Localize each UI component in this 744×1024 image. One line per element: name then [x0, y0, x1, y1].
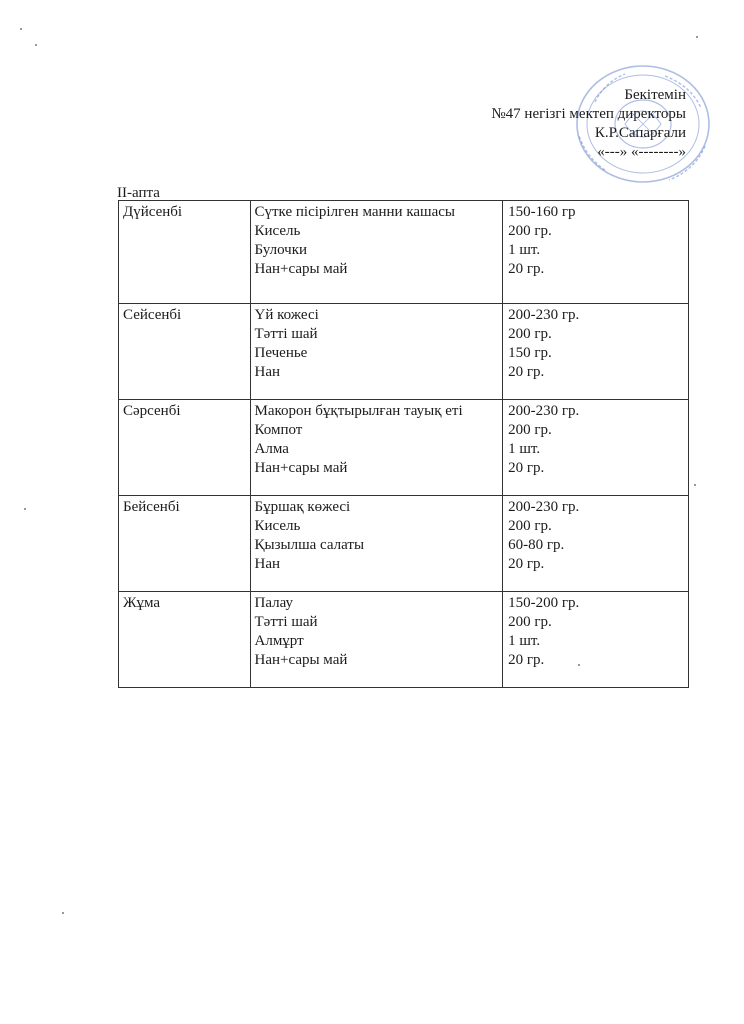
dish-item: Компот — [254, 422, 303, 438]
quantity-item: 200-230 гр. — [508, 307, 580, 323]
quantity-item: 20 гр. — [508, 556, 545, 572]
day-cell — [119, 496, 251, 592]
approval-date: «---» «--------» — [597, 144, 686, 160]
dish-item: Бұршақ көжесі — [254, 499, 351, 515]
dish-item: Нан — [254, 364, 281, 380]
dish-item: Нан+сары май — [254, 652, 348, 668]
quantity-item: 200 гр. — [508, 326, 552, 342]
dish-item: Кисель — [254, 223, 301, 239]
director-name: К.Р.Сапарғали — [594, 125, 686, 141]
quantity-item: 1 шт. — [508, 242, 541, 258]
quantity-item: 200 гр. — [508, 422, 552, 438]
quantity-item: 20 гр. — [508, 652, 545, 668]
quantities-cell — [503, 592, 689, 688]
dishes-cell — [250, 201, 503, 304]
dish-item: Палау — [254, 595, 294, 611]
dish-item: Нан+сары май — [254, 261, 348, 277]
quantity-item: 150-200 гр. — [508, 595, 580, 611]
quantity-item: 150 гр. — [508, 345, 552, 361]
dishes-cell — [250, 304, 503, 400]
day-cell — [119, 201, 251, 304]
day-name: Бейсенбі — [123, 499, 180, 515]
quantity-item: 200 гр. — [508, 614, 552, 630]
dish-item: Қызылша салаты — [254, 537, 365, 553]
dish-item: Нан+сары май — [254, 460, 348, 476]
table-row — [119, 496, 689, 592]
dish-item: Нан — [254, 556, 281, 572]
quantity-item: 20 гр. — [508, 261, 545, 277]
day-name: Жұма — [123, 595, 160, 611]
quantities-cell — [503, 201, 689, 304]
quantities-cell — [503, 400, 689, 496]
quantity-item: 150-160 гр — [508, 204, 576, 220]
dish-item: Печенье — [254, 345, 308, 361]
table-row — [119, 592, 689, 688]
quantity-item: 20 гр. — [508, 460, 545, 476]
approval-block — [491, 86, 686, 162]
dishes-cell — [250, 592, 503, 688]
quantity-item: 1 шт. — [508, 633, 541, 649]
dish-item: Алма — [254, 441, 289, 457]
quantity-item: 200 гр. — [508, 223, 552, 239]
dishes-cell — [250, 400, 503, 496]
dishes-cell — [250, 496, 503, 592]
table-row — [119, 304, 689, 400]
menu-table — [118, 200, 689, 688]
approval-title: Бекітемін — [624, 87, 686, 103]
table-row — [119, 201, 689, 304]
dish-item: Макорон бұқтырылған тауық еті — [254, 403, 463, 419]
quantity-item: 200 гр. — [508, 518, 552, 534]
quantity-item: 200-230 гр. — [508, 403, 580, 419]
dish-item: Тәтті шай — [254, 326, 318, 342]
table-row — [119, 400, 689, 496]
dish-item: Тәтті шай — [254, 614, 318, 630]
dish-item: Үй кожесі — [254, 307, 319, 323]
director-position: №47 негізгі мектеп директоры — [491, 106, 686, 122]
dish-item: Булочки — [254, 242, 308, 258]
quantity-item: 1 шт. — [508, 441, 541, 457]
quantities-cell — [503, 304, 689, 400]
dish-item: Алмұрт — [254, 633, 304, 649]
day-name: Сәрсенбі — [123, 403, 181, 419]
dish-item: Сүтке пісірілген манни кашасы — [254, 204, 455, 220]
day-cell — [119, 400, 251, 496]
quantity-item: 200-230 гр. — [508, 499, 580, 515]
week-label: II-апта — [117, 185, 160, 201]
day-cell — [119, 592, 251, 688]
day-name: Сейсенбі — [123, 307, 182, 323]
day-cell — [119, 304, 251, 400]
quantity-item: 60-80 гр. — [508, 537, 565, 553]
quantities-cell — [503, 496, 689, 592]
quantity-item: 20 гр. — [508, 364, 545, 380]
day-name: Дүйсенбі — [123, 204, 183, 220]
dish-item: Кисель — [254, 518, 301, 534]
